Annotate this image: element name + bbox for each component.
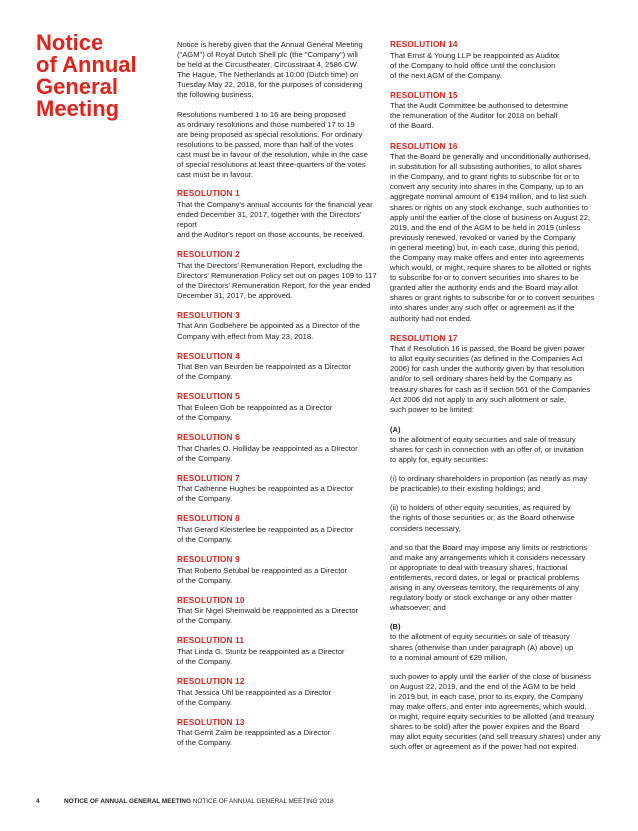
resolution-text: That Roberto Setubal be reappointed as a Director of the Company.: [177, 565, 348, 585]
left-column: [177, 40, 377, 759]
resolution-9: [177, 555, 377, 586]
subsection-text: and so that the Board may impose any limits or restrictions and make any arrangements which it considers necessary or appropriate to deal with treasury shares, fractional entitlements, record dates, or legal or practical problems arising in any overseas territory, the requirements of any regulatory body or stock exchange or any other matter whatsoever; and: [390, 542, 588, 613]
resolution-text: That if Resolution 16 is passed, the Board be given power to allot equity securities (as defined in the Companies Act 2006) for cash under the authority given by that resolution and/or to sell ordinary shares held by the Company as treasury shares for cash as if section 561 of the Companies Act 2006 did not apply to any such allotment or sale, such power to be limited:: [390, 344, 591, 414]
resolution-text: That Ben van Beurden be reappointed as a Director of the Company.: [177, 362, 351, 382]
title-line: Notice: [36, 30, 104, 55]
resolution-16: [390, 142, 618, 324]
subsection-b: [390, 622, 618, 662]
resolution-heading: RESOLUTION 3: [177, 310, 240, 320]
subsection-a: [390, 425, 618, 465]
resolution-5: [177, 392, 377, 423]
subsection-text: such power to apply until the earlier of the close of business on August 22, 2019, and the end of the AGM to be held in 2019 but, in each case, prior to its expiry, the Company may make offers, and enter into agreements, which would, or might, require equity securities to be allotted (and treasury shares to be sold) after the power expires and the Board may allot equity securities (and sell treasury shares) under any such offer or agreement as if the power had not expired.: [390, 671, 601, 752]
resolution-14: [390, 40, 618, 81]
resolution-3: [177, 311, 377, 342]
resolution-heading: RESOLUTION 11: [177, 636, 245, 646]
resolution-text: That Gerrit Zalm be reappointed as a Director of the Company.: [177, 728, 331, 748]
subsection-text: to the allotment of equity securities or sale of treasury shares (otherwise than under paragraph (A) above) up to a nominal amount of €29 million,: [390, 632, 574, 662]
footer-section: NOTICE OF ANNUAL GENERAL MEETING: [64, 798, 191, 805]
resolution-4: [177, 352, 377, 383]
resolution-heading: RESOLUTION 1: [177, 189, 240, 199]
subsection-item: [390, 543, 618, 614]
resolution-text: That the Audit Committee be authorised to determine the remuneration of the Auditor for 2018 on behalf of the Board.: [390, 101, 569, 131]
subsection-item: [390, 474, 618, 494]
resolution-11: [177, 636, 377, 667]
resolution-text: That Charles O. Holliday be reappointed as a Director of the Company.: [177, 443, 358, 463]
footer-doc-title: NOTICE OF ANNUAL GENERAL MEETING 2018: [191, 798, 334, 805]
subsection-item: [390, 672, 618, 753]
resolution-8: [177, 514, 377, 545]
resolution-15: [390, 91, 618, 132]
intro-paragraph: Notice is hereby given that the Annual General Meeting ("AGM") of Royal Dutch Shell plc (the "Company") will be held at the Circustheater, Circusstraat 4, 2586 CW The Hague, The Netherlands at 10:00 (Dutch time) on Tuesday May 22, 2018, for the purposes of considering the following business.: [177, 40, 363, 100]
resolution-text: That Euleen Goh be reappointed as a Director of the Company.: [177, 402, 333, 422]
resolution-17: [390, 334, 618, 415]
resolution-text: That Gerard Kleisterlee be reappointed as a Director of the Company.: [177, 524, 354, 544]
resolution-heading: RESOLUTION 12: [177, 677, 245, 687]
resolution-text: That the Board be generally and unconditionally authorised, in substitution for all subsisting authorities, to allot shares in the Company, and to grant rights to subscribe for or to convert any security into shares in the Company, up to an aggregate nominal amount of €194 million, and to list such shares or rights on any stock exchange, such authorities to apply until the earlier of the close of business on August 22, 2019, and the end of the AGM to be held in 2019 (unless previously renewed, revoked or varied by the Company in general meeting) but, in each case, during this period, the Company may make offers and enter into agreements which would, or might, require shares to be allotted or rights to subscribe for or to convert securities into shares to be granted after the authority ends and the Board may allot shares or grant rights to subscribe for or to convert securities into shares under any such offer or agreement as if the authority had not ended.: [390, 152, 595, 323]
page-footer: [36, 798, 334, 806]
resolution-heading: RESOLUTION 13: [177, 717, 245, 727]
resolution-7: [177, 474, 377, 505]
resolution-text: That the Directors' Remuneration Report, excluding the Directors' Remuneration Policy set out on pages 109 to 117 of the Directors' Remuneration Report, for the year ended December 31, 2017, be approved.: [177, 260, 377, 300]
intro-paragraph: Resolutions numbered 1 to 16 are being proposed as ordinary resolutions and those numbered 17 to 19 are being proposed as special resolutions. For ordinary resolutions to be passed, more than half of the votes cast must be in favour of the resolution, while in the case of special resolutions at least three-quarters of the votes cast must be in favour.: [177, 109, 368, 180]
resolution-heading: RESOLUTION 9: [177, 555, 240, 565]
resolution-text: That Catherine Hughes be reappointed as a Director of the Company.: [177, 484, 354, 504]
resolution-text: That Jessica Uhl be reappointed as a Director of the Company.: [177, 687, 332, 707]
resolution-heading: RESOLUTION 17: [390, 333, 458, 343]
resolution-text: That Sir Nigel Sheinwald be reappointed as a Director of the Company.: [177, 606, 359, 626]
resolution-heading: RESOLUTION 6: [177, 433, 240, 443]
title-line: of Annual: [36, 52, 137, 77]
subsection-label: (A): [390, 424, 401, 434]
subsection-text: (i) to ordinary shareholders in proportion (as nearly as may be practicable) to their existing holdings; and: [390, 474, 588, 494]
resolution-1: [177, 189, 377, 240]
resolution-6: [177, 433, 377, 464]
resolution-text: That the Company's annual accounts for the financial year ended December 31, 2017, together with the Directors' report and the Auditor's report on those accounts, be received.: [177, 199, 373, 239]
resolution-2: [177, 250, 377, 301]
resolution-heading: RESOLUTION 14: [390, 40, 458, 49]
title-line: General: [36, 74, 118, 99]
resolution-12: [177, 677, 377, 708]
subsection-item: [390, 503, 618, 533]
resolution-heading: RESOLUTION 4: [177, 351, 240, 361]
resolution-heading: RESOLUTION 16: [390, 141, 458, 151]
title-line: Meeting: [36, 96, 120, 121]
subsection-label: (B): [390, 622, 401, 632]
resolution-heading: RESOLUTION 8: [177, 514, 240, 524]
subsection-text: to the allotment of equity securities and sale of treasury shares for cash in connection with an offer of, or invitation to apply for, equity securities:: [390, 434, 584, 465]
page-number: 4: [36, 798, 40, 805]
subsection-text: (ii) to holders of other equity securities, as required by the rights of those securities or, as the Board otherwise considers necessary,: [390, 503, 575, 533]
resolution-text: That Linda G. Stuntz be reappointed as a Director of the Company.: [177, 646, 345, 667]
page-title: [36, 32, 146, 120]
resolution-13: [177, 718, 377, 749]
right-column: [390, 40, 618, 761]
resolution-heading: RESOLUTION 7: [177, 473, 240, 483]
resolution-10: [177, 596, 377, 627]
resolution-heading: RESOLUTION 15: [390, 90, 458, 100]
resolution-text: That Ann Godbehere be appointed as a Director of the Company with effect from May 23, 2018.: [177, 321, 360, 341]
resolution-heading: RESOLUTION 5: [177, 392, 240, 402]
resolution-heading: RESOLUTION 2: [177, 250, 240, 260]
resolution-heading: RESOLUTION 10: [177, 595, 245, 605]
resolution-text: That Ernst & Young LLP be reappointed as Auditor of the Company to hold office until the conclusion of the next AGM of the Company.: [390, 50, 560, 80]
